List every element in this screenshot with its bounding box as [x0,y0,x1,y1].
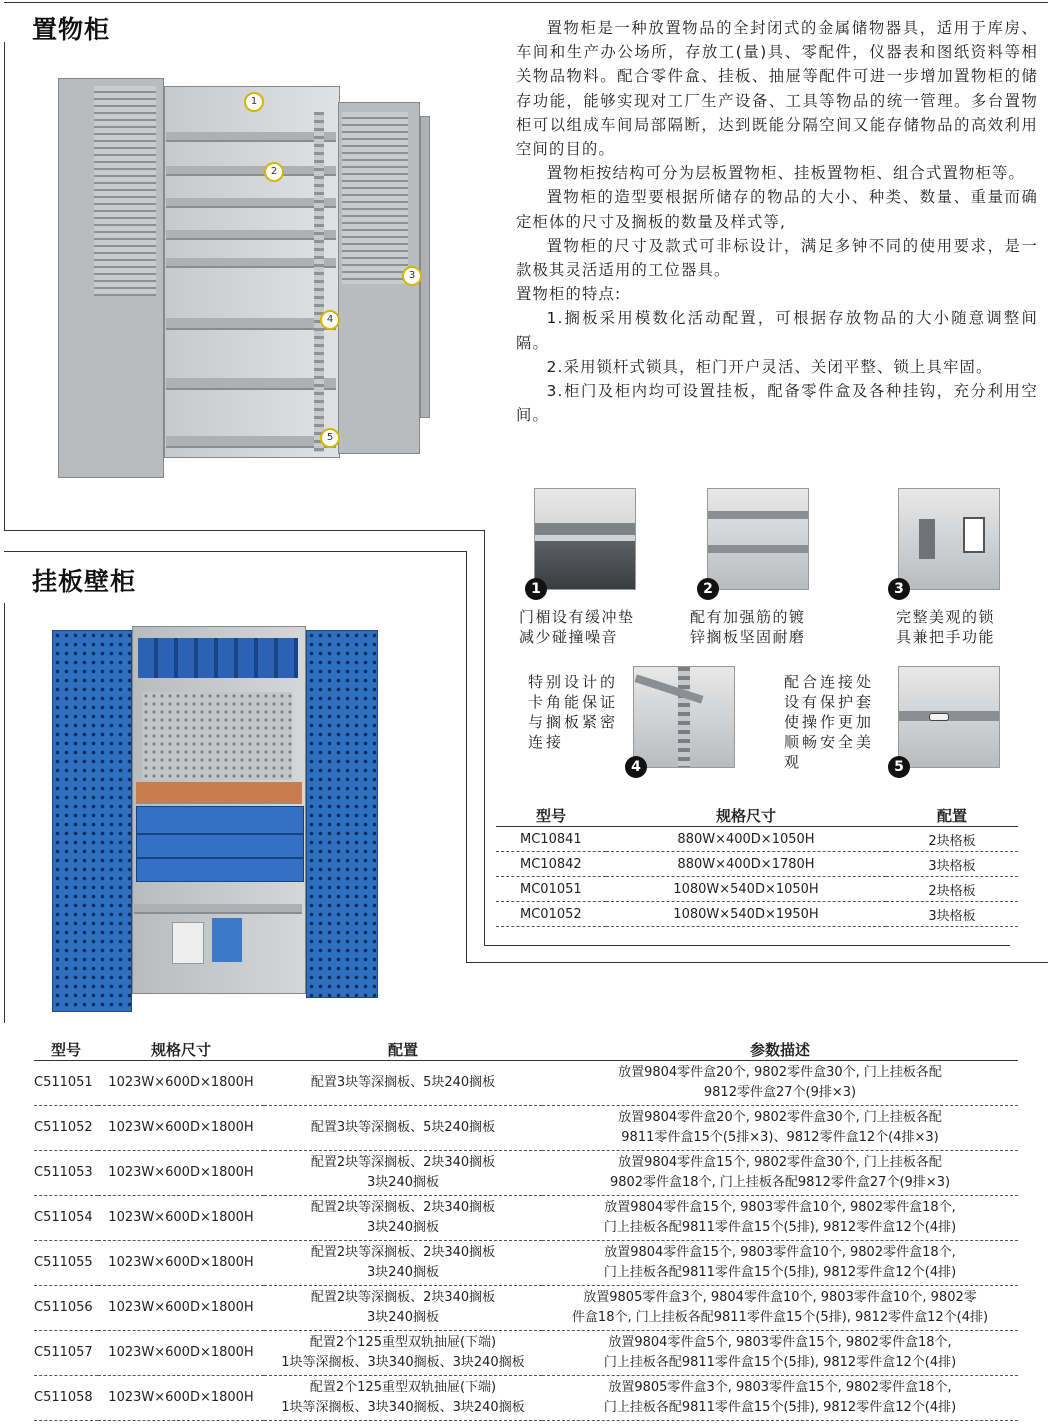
detail-caption-2 [690,607,806,647]
shelf-corner [634,674,703,703]
protective-sleeve [929,713,949,721]
pegboard-cabinet-table [34,1039,1018,1421]
cell-size: 1023W×600D×1800H [98,1376,264,1421]
config-line: 配置3块等深搁板、5块240搁板 [310,1120,496,1135]
caption-line: 卡角能保证 [528,693,619,711]
drawer [136,858,304,882]
intro-paragraph: 置物柜的尺寸及款式可非标设计，满足多钟不同的使用要求，是一款极其灵活适用的工位器具。 [516,236,1038,280]
table-row [34,1196,1018,1241]
caption-line: 特别设计的 [528,673,619,691]
shelf [166,230,336,240]
section2-title: 挂板壁柜 [32,567,137,596]
config-line: 配置2块等深搁板、2块340搁板 [310,1155,496,1170]
desc-line: 件盒18个, 门上挂板各配9811零件盒15个(5排), 9812零件盒12个(4排) [571,1310,989,1325]
config-line: 配置3块等深搁板、5块240搁板 [310,1075,496,1090]
config-line: 配置2个125重型双轨抽屉(下端) [309,1380,497,1395]
desc-line: 门上挂板各配9811零件盒15个(5排), 9812零件盒12个(4排) [603,1355,957,1370]
cell-config: 3块格板 [886,902,1018,927]
left-rule-2 [4,603,5,1023]
config-line: 3块240搁板 [366,1220,440,1235]
config-line: 3块240搁板 [366,1310,440,1325]
drawer [136,834,304,858]
table-row [34,1376,1018,1421]
cell-config [264,1331,542,1376]
cell-model: C511054 [34,1196,98,1241]
cell-size: 1023W×600D×1800H [98,1286,264,1331]
intro-paragraph: 置物柜的造型要根据所储存的物品的大小、种类、数量、重量而确定柜体的尺寸及搁板的数量及样式等, [516,188,1038,231]
right-door-pegboard [306,630,378,998]
cell-config [264,1061,542,1106]
col-config: 配置 [264,1039,542,1061]
cell-description [542,1376,1018,1421]
caption-line: 配有加强筋的镀 [690,608,806,626]
features-title: 置物柜的特点: [516,285,622,304]
detail-badge-2: 2 [697,578,719,600]
shelf-edge [899,711,999,721]
detail-photo-2 [707,488,809,590]
cell-model: C511052 [34,1106,98,1151]
cell-config [264,1286,542,1331]
caption-line: 减少碰撞噪音 [519,628,619,646]
col-model: 型号 [34,1039,98,1061]
lock-bar [420,116,430,418]
caption-line: 锌搁板坚固耐磨 [690,628,806,646]
shelf [166,198,336,208]
cell-description [542,1106,1018,1151]
detail-photo-1 [534,488,636,590]
config-line: 1块等深搁板、3块340搁板、3块240搁板 [281,1400,525,1415]
config-line: 配置2块等深搁板、2块340搁板 [310,1200,496,1215]
table-row [496,827,1018,852]
caption-line: 具兼把手功能 [896,628,996,646]
cell-size: 1023W×600D×1800H [98,1061,264,1106]
col-model: 型号 [496,804,606,827]
col-size: 规格尺寸 [98,1039,264,1061]
section2-top-rule [4,551,466,552]
table-row [496,852,1018,877]
divider-rule [4,530,484,531]
desc-line: 9812零件盒27个(9排×3) [703,1085,857,1100]
config-line: 配置2块等深搁板、2块340搁板 [310,1245,496,1260]
table-row [34,1151,1018,1196]
detail-badge-4: 4 [625,756,647,778]
detail-photo-5 [898,666,1000,768]
caption-line: 门楣设有缓冲垫 [519,608,635,626]
desc-line: 9802零件盒18个, 门上挂板各配9812零件盒27个(9排×3) [609,1175,951,1190]
caption-line: 观 [784,753,803,771]
callout-5: 5 [320,428,340,448]
cell-size: 1080W×540D×1050H [606,877,886,902]
callout-2: 2 [264,162,284,182]
cell-size: 1023W×600D×1800H [98,1331,264,1376]
cell-config: 3块格板 [886,852,1018,877]
top-rule [4,2,1048,3]
intro-paragraph: 置物柜按结构可分为层板置物柜、挂板置物柜、组合式置物柜等。 [546,164,1026,183]
cell-size: 880W×400D×1780H [606,852,886,877]
callout-3: 3 [402,266,422,286]
spec-table [496,804,1018,927]
cell-model: C511057 [34,1331,98,1376]
detail-badge-3: 3 [888,578,910,600]
cell-model: MC01051 [496,877,606,902]
caption-line: 连接 [528,733,565,751]
shelf-edge [708,545,808,553]
intro-text [516,16,1038,427]
col-config: 配置 [886,804,1018,827]
right-door-louvers [342,112,408,284]
caption-line: 设有保护套 [784,693,875,711]
container [212,918,242,962]
shelf [166,378,336,390]
detail-photo-4 [633,666,735,768]
spec-bottom-rule [484,945,1010,946]
cell-size: 1023W×600D×1800H [98,1241,264,1286]
cell-size: 1023W×600D×1800H [98,1151,264,1196]
col-description: 参数描述 [542,1039,1018,1061]
table-row [34,1331,1018,1376]
tool-tray [136,782,302,804]
cabinet-interior [535,541,635,589]
desc-line: 放置9805零件盒3个, 9803零件盒15个, 9802零件盒18个, [608,1380,952,1395]
col-size: 规格尺寸 [606,804,886,827]
config-line: 3块240搁板 [366,1265,440,1280]
caption-line: 顺畅安全美 [784,733,875,751]
lock-plate [963,517,985,553]
section1-title: 置物柜 [32,15,111,44]
shelf-rail [678,667,690,767]
table-row [496,877,1018,902]
desc-line: 放置9804零件盒20个, 9802零件盒30个, 门上挂板各配 [618,1065,942,1080]
left-door-louvers [94,86,156,296]
feature-item: 2.采用锁杆式锁具，柜门开户灵活、关闭平整、锁上具牢固。 [546,357,993,376]
desc-line: 放置9804零件盒15个, 9802零件盒30个, 门上挂板各配 [618,1155,942,1170]
cell-description [542,1286,1018,1331]
section2-bottom-rule [466,962,1048,963]
detail-photo-3 [898,488,1000,590]
shelf [166,318,336,330]
detail-badge-5: 5 [888,756,910,778]
config-line: 配置2个125重型双轨抽屉(下端) [309,1335,497,1350]
table-row [34,1286,1018,1331]
desc-line: 9811零件盒15个(5排×3)、9812零件盒12个(4排×3) [621,1130,939,1145]
detail-caption-5 [784,672,874,772]
cell-size: 1080W×540D×1950H [606,902,886,927]
desc-line: 放置9804零件盒5个, 9803零件盒15个, 9802零件盒18个, [608,1335,952,1350]
cell-size: 1023W×600D×1800H [98,1106,264,1151]
desc-line: 门上挂板各配9811零件盒15个(5排), 9812零件盒12个(4排) [603,1220,957,1235]
cell-config: 2块格板 [886,877,1018,902]
feature-item: 3.柜门及柜内均可设置挂板，配备零件盒及各种挂钩，充分利用空间。 [516,382,1038,425]
cell-model: C511058 [34,1376,98,1421]
vertical-rule [484,530,485,946]
shelf [166,132,336,142]
table-row [34,1241,1018,1286]
cell-model: C511051 [34,1061,98,1106]
back-pegboard [142,692,292,780]
table-row [34,1106,1018,1151]
shelf [166,166,336,176]
left-door-pegboard [52,630,132,1012]
parts-bins [138,638,298,678]
cabinet-illustration [58,72,450,488]
desc-line: 放置9804零件盒15个, 9803零件盒10个, 9802零件盒18个, [604,1245,956,1260]
desc-line: 放置9805零件盒3个, 9804零件盒10个, 9803零件盒10个, 9802零 [583,1290,977,1305]
shelf-rail [314,112,324,452]
cell-size: 1023W×600D×1800H [98,1196,264,1241]
caption-line: 使操作更加 [784,713,875,731]
config-line: 配置2块等深搁板、2块340搁板 [310,1290,496,1305]
cell-config [264,1151,542,1196]
lock-handle [919,519,935,559]
section2-right-rule [466,551,467,963]
callout-1: 1 [244,92,264,112]
table-row [496,902,1018,927]
door-header [535,523,635,535]
desc-line: 门上挂板各配9811零件盒15个(5排), 9812零件盒12个(4排) [603,1265,957,1280]
shelf [134,904,302,914]
caption-line: 完整美观的锁 [896,608,996,626]
cell-description [542,1061,1018,1106]
cell-model: C511055 [34,1241,98,1286]
detail-caption-3 [896,607,995,647]
cell-config [264,1241,542,1286]
cell-description [542,1241,1018,1286]
shelf-edge [708,511,808,519]
intro-paragraph: 置物柜是一种放置物品的全封闭式的金属储物器具，适用于库房、车间和生产办公场所，存放工(量)具、零配件，仪器表和图纸资料等相关物品物料。配合零件盒、挂板、抽屉等配件可进一步增加置物柜的储存功能，能够实现对工厂生产设备、工具等物品的统一管理。多台置物柜可以组成车间局部隔断，达到既能分隔空间又能存储物品的高效利用空间的目的。 [516,19,1038,159]
callout-4: 4 [320,310,340,330]
desc-line: 门上挂板各配9811零件盒15个(5排), 9812零件盒12个(4排) [603,1400,957,1415]
caption-line: 配合连接处 [784,673,875,691]
config-line: 3块240搁板 [366,1175,440,1190]
config-line: 1块等深搁板、3块340搁板、3块240搁板 [281,1355,525,1370]
cell-model: C511056 [34,1286,98,1331]
cell-description [542,1151,1018,1196]
cell-model: MC10841 [496,827,606,852]
feature-item: 1.搁板采用模数化活动配置，可根据存放物品的大小随意调整间隔。 [516,309,1038,352]
container [172,922,204,964]
shelf [166,436,336,448]
drawer [136,806,304,834]
desc-line: 放置9804零件盒15个, 9803零件盒10个, 9802零件盒18个, [604,1200,956,1215]
cell-model: C511053 [34,1151,98,1196]
cell-model: MC01052 [496,902,606,927]
cell-description [542,1331,1018,1376]
cell-description [542,1196,1018,1241]
detail-badge-1: 1 [525,578,547,600]
left-rule-1 [4,42,5,530]
table-row [34,1061,1018,1106]
cell-config [264,1196,542,1241]
cell-config: 2块格板 [886,827,1018,852]
detail-caption-1 [519,607,635,647]
caption-line: 与搁板紧密 [528,713,619,731]
cell-model: MC10842 [496,852,606,877]
desc-line: 放置9804零件盒20个, 9802零件盒30个, 门上挂板各配 [618,1110,942,1125]
cell-config [264,1376,542,1421]
shelf [166,258,336,268]
cell-size: 880W×400D×1050H [606,827,886,852]
pegboard-cabinet-illustration [52,622,380,1014]
detail-caption-4 [528,672,618,752]
cell-config [264,1106,542,1151]
